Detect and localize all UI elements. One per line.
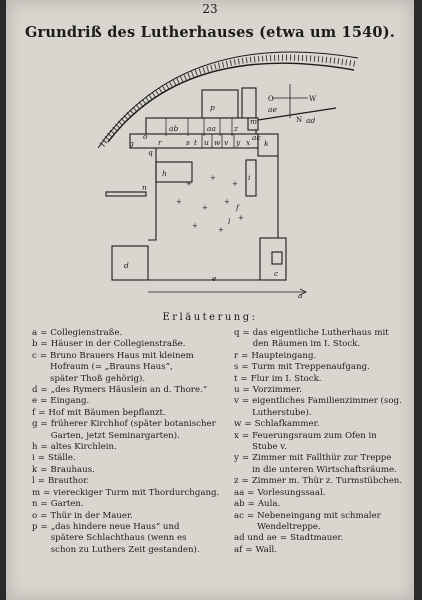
legend-description bbox=[257, 511, 406, 534]
legend-description-line: Wall. bbox=[255, 544, 277, 555]
legend-description bbox=[257, 488, 406, 499]
legend-key: i bbox=[32, 453, 35, 464]
legend-description-line: Feuerungsraum zum Ofen in bbox=[252, 430, 377, 441]
legend-key: z bbox=[234, 476, 239, 487]
legend-description-line: Wendeltreppe. bbox=[257, 521, 321, 532]
legend-equals-sign: = bbox=[38, 407, 46, 418]
legend-column-right bbox=[234, 328, 406, 556]
legend-key: v bbox=[234, 396, 239, 407]
legend-description bbox=[51, 499, 230, 510]
legend-key: q bbox=[234, 328, 240, 338]
plan-label-m: m bbox=[250, 117, 258, 126]
legend-equals-sign: = bbox=[242, 328, 250, 338]
legend-description-line: Stube v. bbox=[252, 442, 287, 453]
legend-description-line: Hof mit Bäumen bepflanzt. bbox=[48, 407, 166, 418]
legend-entry bbox=[32, 328, 230, 339]
legend-entry bbox=[234, 511, 406, 534]
legend-entry bbox=[32, 408, 230, 419]
legend-equals-sign: = bbox=[245, 544, 253, 555]
legend-description bbox=[50, 328, 230, 339]
legend-description-line: Ställe. bbox=[47, 453, 76, 464]
legend-description-line: in die unteren Wirtschaftsräume. bbox=[252, 464, 397, 475]
legend-description-line: Brauhaus. bbox=[50, 464, 95, 475]
legend-equals-sign: = bbox=[241, 362, 249, 373]
legend-entry bbox=[234, 419, 406, 430]
plan-label-y: y bbox=[236, 138, 241, 147]
legend-description bbox=[51, 442, 230, 453]
legend-key: aa bbox=[234, 487, 245, 498]
legend-description-line: Stadtmauer. bbox=[290, 533, 344, 544]
legend-equals-sign: = bbox=[240, 373, 248, 384]
legend-key: t bbox=[234, 373, 238, 384]
legend-key: x bbox=[234, 430, 239, 441]
legend-equals-sign: = bbox=[241, 476, 249, 487]
page-number: 23 bbox=[202, 2, 218, 16]
legend-key: g bbox=[32, 419, 38, 430]
legend-entry bbox=[32, 511, 230, 522]
legend-equals-sign: = bbox=[244, 419, 252, 430]
legend-column-left bbox=[32, 328, 230, 556]
plan-label-d: d bbox=[124, 261, 129, 270]
legend-description bbox=[51, 522, 230, 556]
legend-description-line: Bruno Brauers Haus mit kleinem bbox=[50, 350, 194, 361]
legend-entry bbox=[32, 351, 230, 385]
legend-equals-sign: = bbox=[242, 385, 250, 396]
plan-label-f: f bbox=[236, 203, 239, 212]
legend-description bbox=[252, 476, 406, 487]
legend-entry bbox=[32, 453, 230, 464]
legend-entry bbox=[32, 499, 230, 510]
legend-description bbox=[252, 362, 406, 373]
legend-description-line: Garten. bbox=[50, 499, 84, 510]
legend-equals-sign: = bbox=[247, 499, 255, 510]
legend-description bbox=[48, 408, 230, 419]
legend-key: m bbox=[32, 487, 41, 498]
legend-description-line: Aula. bbox=[257, 499, 281, 510]
legend-entry bbox=[32, 396, 230, 407]
street-line bbox=[148, 289, 306, 295]
legend-equals-sign: = bbox=[40, 328, 48, 338]
legend-entry bbox=[234, 431, 406, 454]
legend-equals-sign: = bbox=[39, 350, 48, 361]
legend-description bbox=[51, 419, 230, 442]
legend-key: p bbox=[32, 521, 38, 532]
legend-entry bbox=[32, 522, 230, 556]
legend-description-line: Eingang. bbox=[50, 396, 90, 407]
legend-equals-sign: = bbox=[40, 419, 48, 430]
plan-label-n: n bbox=[142, 183, 147, 192]
legend-key: e bbox=[32, 396, 38, 407]
legend-heading: Erläuterung: bbox=[162, 312, 258, 323]
legend-entry bbox=[32, 385, 230, 396]
legend-entry bbox=[234, 499, 406, 510]
legend-description-line: Flur im I. Stock. bbox=[250, 373, 322, 384]
legend-description bbox=[258, 499, 406, 510]
legend-entry bbox=[32, 339, 230, 350]
legend-description-line: Garten, jetzt Seminargarten). bbox=[50, 430, 180, 441]
legend-entry bbox=[234, 362, 406, 373]
legend-description bbox=[252, 431, 406, 454]
plan-label-ab: ab bbox=[169, 124, 179, 133]
legend-description-line: Brauthor. bbox=[47, 476, 90, 487]
legend-key: af bbox=[234, 544, 243, 555]
legend-entry bbox=[234, 545, 406, 556]
plan-label-g: g bbox=[129, 139, 134, 148]
plan-label-i: i bbox=[248, 173, 251, 182]
legend-equals-sign: = bbox=[241, 350, 249, 361]
legend-key: ad und ae bbox=[234, 533, 277, 544]
legend-description-line: Häuser in der Collegienstraße. bbox=[50, 339, 186, 350]
plan-label-t: t bbox=[194, 138, 198, 147]
svg-text:+: + bbox=[202, 204, 208, 212]
legend-entry bbox=[32, 419, 230, 442]
plan-label-ae: ae bbox=[268, 105, 277, 114]
legend-description-line: den Räumen im I. Stock. bbox=[252, 339, 361, 350]
legend-key: w bbox=[234, 419, 242, 430]
legend-description-line: „das hindere neue Haus“ und bbox=[50, 521, 180, 532]
legend-description-line: das eigentliche Lutherhaus mit bbox=[252, 328, 389, 338]
svg-text:+: + bbox=[218, 226, 224, 234]
legend-description-line: Turm mit Treppenaufgang. bbox=[251, 362, 370, 373]
compass-east: O bbox=[268, 95, 274, 103]
plan-label-x: x bbox=[246, 138, 251, 147]
plan-label-q: q bbox=[148, 148, 153, 157]
legend-description bbox=[50, 511, 230, 522]
legend-entry bbox=[234, 533, 406, 544]
legend-equals-sign: = bbox=[279, 533, 288, 544]
plan-label-ad: ad bbox=[306, 116, 316, 125]
legend-equals-sign: = bbox=[40, 464, 48, 475]
plan-label-w: w bbox=[214, 138, 221, 147]
legend-description bbox=[51, 339, 230, 350]
plan-label-z: z bbox=[234, 124, 238, 133]
legend-entry bbox=[32, 442, 230, 453]
legend-entry bbox=[234, 476, 406, 487]
legend-key: u bbox=[234, 385, 240, 396]
legend-entry bbox=[234, 453, 406, 476]
legend-key: k bbox=[32, 464, 38, 475]
plan-label-h: h bbox=[162, 169, 167, 178]
legend-equals-sign: = bbox=[37, 453, 45, 464]
plan-label-r: r bbox=[158, 138, 162, 147]
legend-description-line: Schlafkammer. bbox=[254, 419, 320, 430]
legend-key: ab bbox=[234, 499, 245, 510]
svg-text:+: + bbox=[186, 180, 192, 188]
legend-description-line: altes Kirchlein. bbox=[50, 442, 117, 453]
legend-equals-sign: = bbox=[241, 430, 250, 441]
legend-key: c bbox=[32, 350, 37, 361]
legend-description bbox=[252, 396, 406, 419]
legend-description bbox=[255, 419, 406, 430]
plan-label-c: c bbox=[274, 269, 279, 278]
legend-key: d bbox=[32, 385, 38, 396]
legend-description bbox=[251, 374, 406, 385]
plan-label-v: v bbox=[224, 138, 229, 147]
compass-north: N bbox=[296, 116, 303, 124]
legend-equals-sign: = bbox=[40, 442, 48, 453]
legend-description-line: viereckiger Turm mit Thordurchgang. bbox=[53, 487, 220, 498]
legend-description-line: „des Rymers Häuslein an d. Thore.“ bbox=[50, 385, 208, 396]
legend-description bbox=[50, 465, 230, 476]
legend-description bbox=[253, 385, 406, 396]
legend-key: f bbox=[32, 407, 36, 418]
legend-description-line: spätere Schlachthaus (wenn es bbox=[50, 533, 187, 544]
legend-equals-sign: = bbox=[40, 339, 48, 350]
legend-equals-sign: = bbox=[247, 487, 255, 498]
legend-entry bbox=[234, 396, 406, 419]
legend-equals-sign: = bbox=[40, 499, 48, 510]
legend-description bbox=[48, 476, 230, 487]
legend-key: a bbox=[32, 328, 38, 338]
legend-key: y bbox=[234, 453, 239, 464]
legend-description-line: Collegienstraße. bbox=[50, 328, 123, 338]
legend-equals-sign: = bbox=[37, 476, 45, 487]
legend-description bbox=[50, 351, 230, 385]
legend-key: b bbox=[32, 339, 38, 350]
legend-description bbox=[253, 328, 406, 351]
legend-description-line: Nebeneingang mit schmaler bbox=[257, 510, 381, 521]
legend-entry bbox=[234, 328, 406, 351]
legend-description-line: eigentliches Familienzimmer (sog. bbox=[252, 396, 402, 407]
book-page bbox=[6, 0, 414, 600]
legend-equals-sign: = bbox=[241, 396, 250, 407]
legend-description bbox=[252, 453, 406, 476]
plan-label-s: s bbox=[186, 138, 190, 147]
tree-markers bbox=[176, 174, 244, 234]
buildings bbox=[106, 88, 286, 280]
legend-description-line: Vorlesungssaal. bbox=[257, 487, 326, 498]
legend-description-line: Thür in der Mauer. bbox=[50, 510, 133, 521]
legend-equals-sign: = bbox=[40, 385, 48, 396]
legend-key: h bbox=[32, 442, 38, 453]
legend-description-line: Zimmer m. Thür z. Turmstübchen. bbox=[251, 476, 403, 487]
legend-key: l bbox=[32, 476, 35, 487]
legend-key: n bbox=[32, 499, 38, 510]
plan-label-aa: aa bbox=[207, 124, 216, 133]
plan-label-p: p bbox=[210, 103, 215, 112]
legend-entry bbox=[32, 465, 230, 476]
legend-description-line: schon zu Luthers Zeit gestanden). bbox=[50, 544, 200, 555]
svg-text:+: + bbox=[232, 180, 238, 188]
legend-entry bbox=[234, 351, 406, 362]
legend-equals-sign: = bbox=[246, 510, 255, 521]
legend-key: r bbox=[234, 350, 239, 361]
legend-entry bbox=[234, 374, 406, 385]
plan-label-u: u bbox=[204, 138, 209, 147]
legend-description bbox=[251, 351, 406, 362]
plan-label-ac: ac bbox=[252, 133, 261, 142]
legend-description-line: Hofraum (= „Brauns Haus“, bbox=[50, 362, 173, 373]
legend-description-line: früherer Kirchhof (später botanischer bbox=[50, 419, 216, 430]
plan-label-a: a bbox=[298, 291, 303, 300]
svg-text:+: + bbox=[176, 198, 182, 206]
legend-entry bbox=[234, 488, 406, 499]
legend-key: s bbox=[234, 362, 239, 373]
svg-text:+: + bbox=[238, 214, 244, 222]
plan-label-k: k bbox=[264, 139, 269, 148]
svg-text:+: + bbox=[192, 222, 198, 230]
legend-equals-sign: = bbox=[40, 510, 48, 521]
legend-description-line: später Thoß gehörig). bbox=[50, 373, 146, 384]
legend-entry bbox=[32, 488, 230, 499]
floor-plan-diagram bbox=[6, 0, 414, 300]
legend-key: ac bbox=[234, 510, 244, 521]
legend-description bbox=[50, 396, 230, 407]
page-title: Grundriß des Lutherhauses (etwa um 1540). bbox=[24, 24, 396, 41]
legend-description bbox=[51, 385, 230, 396]
legend-equals-sign: = bbox=[241, 453, 250, 464]
legend-entry bbox=[234, 385, 406, 396]
legend-description-line: Haupteingang. bbox=[251, 350, 317, 361]
svg-text:+: + bbox=[224, 198, 230, 206]
legend-description-line: Lutherstube). bbox=[252, 407, 312, 418]
plan-label-l: l bbox=[228, 217, 231, 226]
compass-west: W bbox=[309, 95, 317, 103]
legend-description bbox=[48, 453, 230, 464]
legend-equals-sign: = bbox=[43, 487, 51, 498]
legend-entry bbox=[32, 476, 230, 487]
legend-description-line: Vorzimmer. bbox=[252, 385, 303, 396]
plan-label-e: e bbox=[212, 274, 217, 283]
legend-description bbox=[290, 533, 406, 544]
legend-equals-sign: = bbox=[40, 396, 48, 407]
plan-label-o: o bbox=[143, 132, 148, 141]
legend-description bbox=[256, 545, 406, 556]
legend-description-line: Zimmer mit Fallthür zur Treppe bbox=[252, 453, 392, 464]
legend-key: o bbox=[32, 510, 38, 521]
legend-equals-sign: = bbox=[40, 521, 48, 532]
legend-description bbox=[53, 488, 230, 499]
svg-text:+: + bbox=[210, 174, 216, 182]
